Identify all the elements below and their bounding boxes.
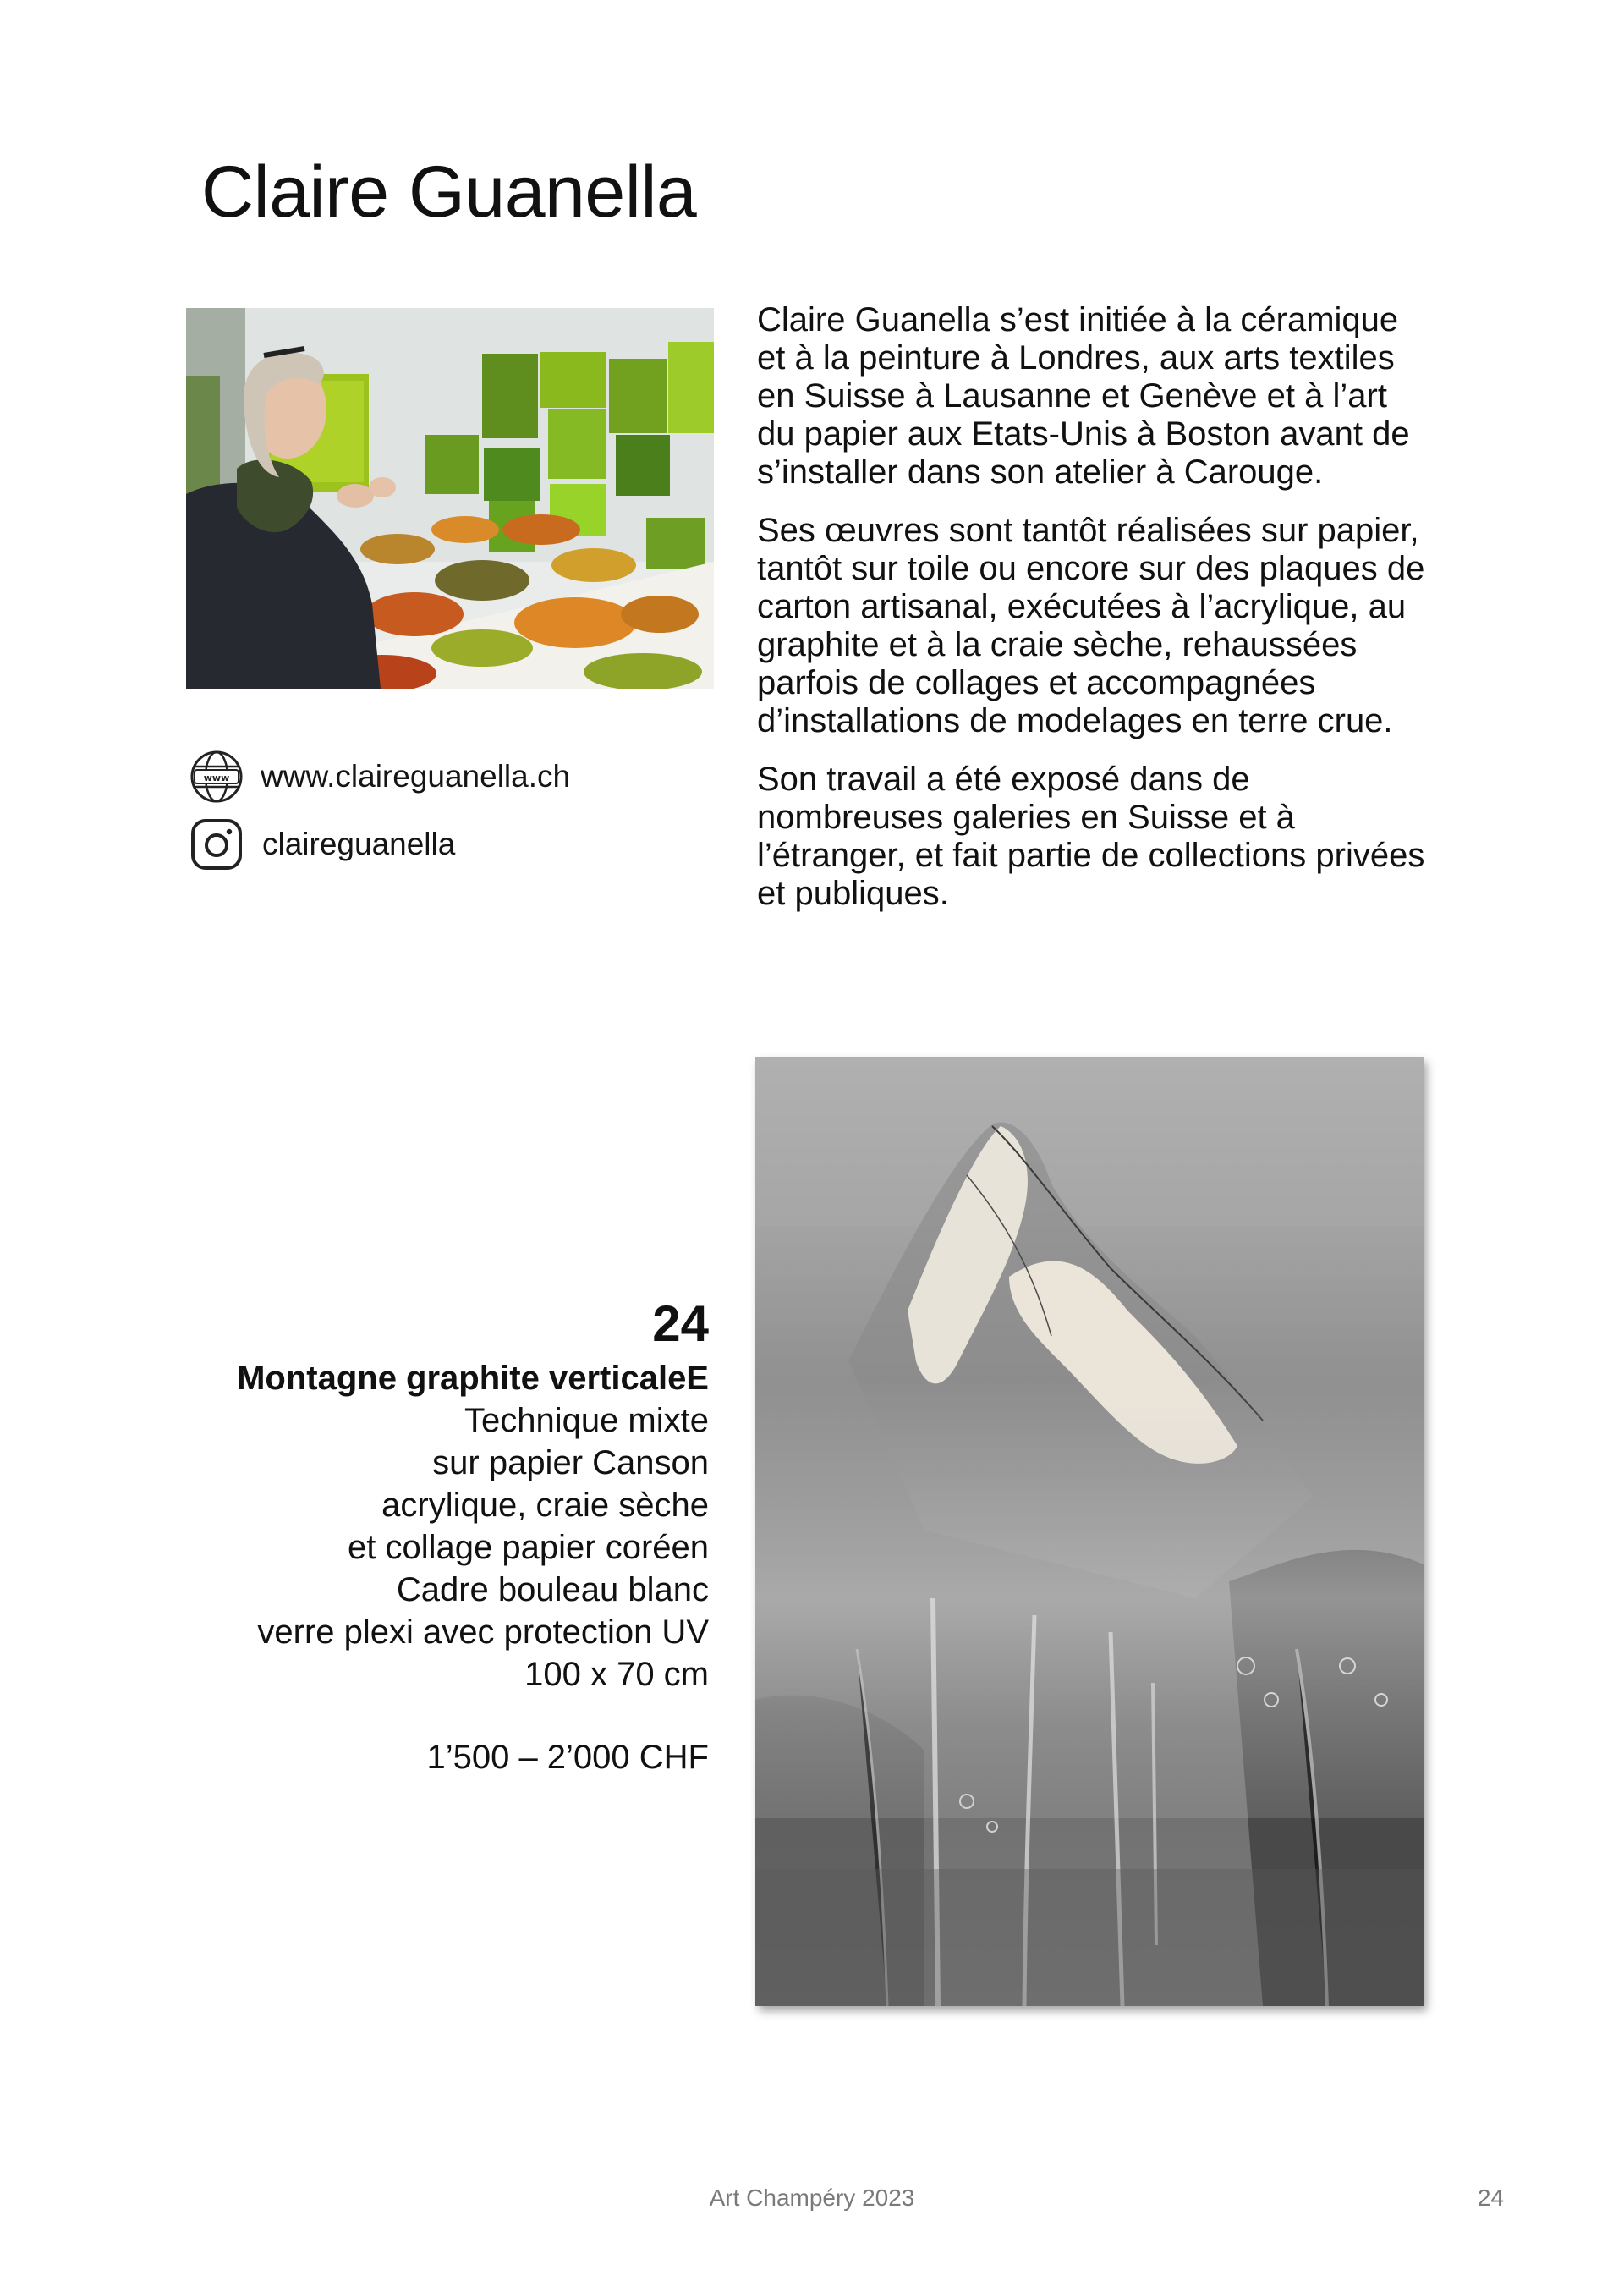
artwork-detail-line: et collage papier coréen [348,1529,709,1566]
instagram-icon [189,817,244,871]
artwork-detail-line: sur papier Canson [432,1444,709,1481]
artwork-detail-line: verre plexi avec protection UV [257,1613,709,1651]
globe-www-icon [189,750,244,804]
bio-paragraph: Claire Guanella s’est initiée à la céramique et à la peinture à Londres, aux arts textiles en Suisse à Lausanne et Genève et à l’art du papier aux Etats-Unis à Boston avant de s’installer dans son atelier à Carouge. [757,301,1410,491]
bio-paragraph: Ses œuvres sont tantôt réalisées sur papier, tantôt sur toile ou encore sur des plaques de carton artisanal, exécutées à l’acrylique, au graphite et à la craie sèche, rehaussées parfois de collages et accompagnées d’installations de modelages en terre crue. [757,512,1425,739]
footer-page-number: 24 [1477,2185,1504,2211]
artwork-title: Montagne graphite verticaleE [237,1360,709,1397]
svg-text:www: www [203,772,230,783]
artwork-detail-line: Cadre bouleau blanc [396,1571,709,1608]
page-title: Claire Guanella [201,151,697,233]
website-link[interactable] [189,750,570,804]
artist-photo [186,308,714,689]
artwork-number: 24 [652,1295,709,1352]
artwork-detail-line: Technique mixte [464,1402,709,1439]
instagram-link[interactable] [189,817,455,871]
artwork-price: 1’500 – 2’000 CHF [426,1739,709,1776]
artist-biography [757,301,1434,933]
instagram-handle[interactable]: claireguanella [262,827,456,861]
footer-publication: Art Champéry 2023 [709,2185,915,2211]
artwork-image [755,1057,1424,2006]
bio-paragraph: Son travail a été exposé dans de nombreuses galeries en Suisse et à l’étranger, et fait partie de collections privées et publiques. [757,761,1425,912]
artwork-dimensions: 100 x 70 cm [524,1656,709,1693]
artwork-detail-line: acrylique, craie sèche [381,1487,709,1524]
website-url[interactable]: www.claireguanella.ch [261,759,571,794]
artwork-caption [117,1294,709,1778]
